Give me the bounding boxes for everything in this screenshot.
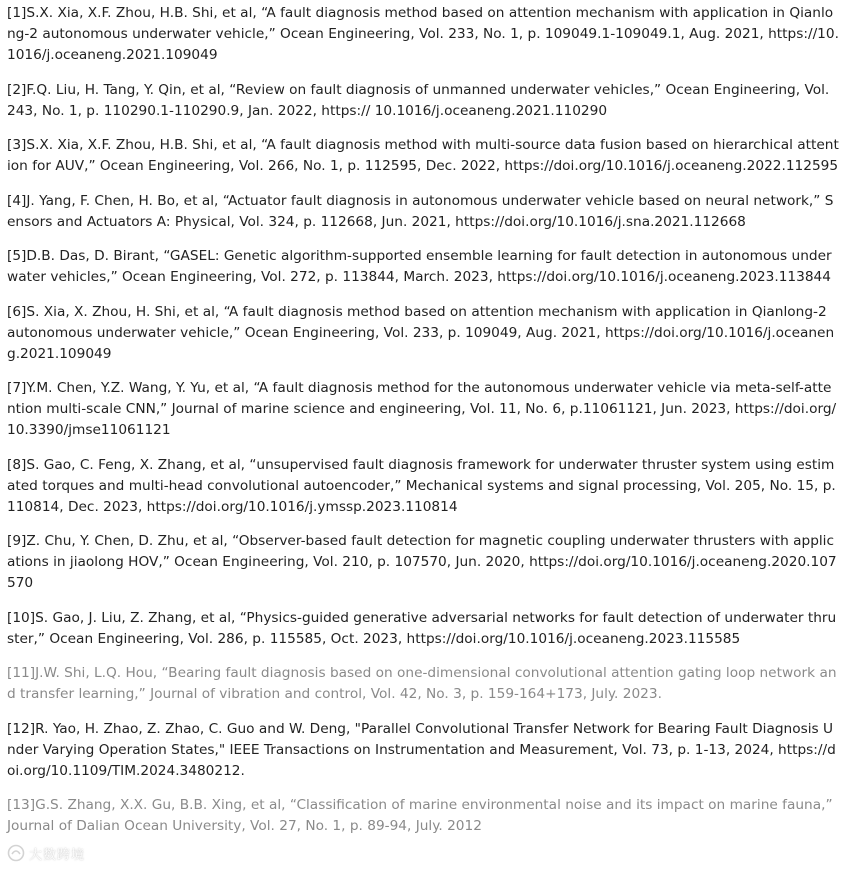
reference-item-11: [11]J.W. Shi, L.Q. Hou, “Bearing fault diagnosis based on one-dimensional convolutional attention gating loop network and transfer learning,” Journal of vibration and control, Vol. 42, No. 3, p. 159-164+173, July. 2023. bbox=[7, 665, 837, 702]
reference-item-5: [5]D.B. Das, D. Birant, “GASEL: Genetic algorithm-supported ensemble learning for fault detection in autonomous underwater vehicles,” Ocean Engineering, Vol. 272, p. 113844, March. 2023, https://doi.org/10.1016/j.oceaneng.2023.113844 bbox=[7, 248, 832, 285]
watermark bbox=[7, 842, 85, 864]
reference-item-1: [1]S.X. Xia, X.F. Zhou, H.B. Shi, et al, “A fault diagnosis method based on attention mechanism with application in Qianlong-2 autonomous underwater vehicle,” Ocean Engineering, Vol. 233, No. 1, p. 109049.1-109049.1, Aug. 2021, https://10.1016/j.oceaneng.2021.109049 bbox=[7, 5, 839, 63]
watermark-text: 大数跨境 bbox=[29, 847, 86, 863]
reference-item-12: [12]R. Yao, H. Zhao, Z. Zhao, C. Guo and W. Deng, "Parallel Convolutional Transfer Network for Bearing Fault Diagnosis Under Varying Operation States," IEEE Transactions on Instrumentation and Measurement, Vol. 73, p. 1-13, 2024, https://doi.org/10.1109/TIM.2024.3480212. bbox=[7, 720, 836, 779]
reference-item-8: [8]S. Gao, C. Feng, X. Zhang, et al, “unsupervised fault diagnosis framework for underwater thruster system using estimated torques and multi-head convolutional autoencoder,” Mechanical systems and signal processing, Vol. 205, No. 15, p.110814, Dec. 2023, https://doi.org/10.1016/j.ymssp.2023.110814 bbox=[7, 456, 836, 515]
reference-item-6: [6]S. Xia, X. Zhou, H. Shi, et al, “A fault diagnosis method based on attention mechanism with application in Qianlong-2 autonomous underwater vehicle,” Ocean Engineering, Vol. 233, p. 109049, Aug. 2021, https://doi.org/10.1016/j.oceaneng.2021.109049 bbox=[7, 303, 835, 362]
reference-item-2: [2]F.Q. Liu, H. Tang, Y. Qin, et al, “Review on fault diagnosis of unmanned underwater vehicles,” Ocean Engineering, Vol. 243, No. 1, p. 110290.1-110290.9, Jan. 2022, https:// 10.1016/j.oceaneng.2021.110290 bbox=[7, 81, 830, 119]
reference-item-10: [10]S. Gao, J. Liu, Z. Zhang, et al, “Physics-guided generative adversarial networks for fault detection of underwater thruster,” Ocean Engineering, Vol. 286, p. 115585, Oct. 2023, https://doi.org/10.1016/j.oceaneng.2023.115585 bbox=[7, 609, 837, 647]
reference-item-13: [13]G.S. Zhang, X.X. Gu, B.B. Xing, et al, “Classification of marine environmental noise and its impact on marine fauna,” Journal of Dalian Ocean University, Vol. 27, No. 1, p. 89-94, July. 2012 bbox=[7, 797, 833, 834]
reference-item-7: [7]Y.M. Chen, Y.Z. Wang, Y. Yu, et al, “A fault diagnosis method for the autonomous underwater vehicle via meta-self-attention multi-scale CNN,” Journal of marine science and engineering, Vol. 11, No. 6, p.11061121, Jun. 2023, https://doi.org/10.3390/jmse11061121 bbox=[7, 380, 837, 438]
reference-item-3: [3]S.X. Xia, X.F. Zhou, H.B. Shi, et al, “A fault diagnosis method with multi-source data fusion based on hierarchical attention for AUV,” Ocean Engineering, Vol. 266, No. 1, p. 112595, Dec. 2022, https://doi.org/10.1016/j.oceaneng.2022.112595 bbox=[7, 137, 839, 174]
watermark-logo-icon bbox=[7, 844, 25, 862]
reference-item-4: [4]J. Yang, F. Chen, H. Bo, et al, “Actuator fault diagnosis in autonomous underwater vehicle based on neural network,” Sensors and Actuators A: Physical, Vol. 324, p. 112668, Jun. 2021, https://doi.org/10.1016/j.sna.2021.112668 bbox=[7, 192, 834, 230]
reference-item-9: [9]Z. Chu, Y. Chen, D. Zhu, et al, “Observer-based fault detection for magnetic coupling underwater thrusters with applications in jiaolong HOV,” Ocean Engineering, Vol. 210, p. 107570, Jun. 2020, https://doi.org/10.1016/j.oceaneng.2020.107570 bbox=[7, 533, 837, 591]
